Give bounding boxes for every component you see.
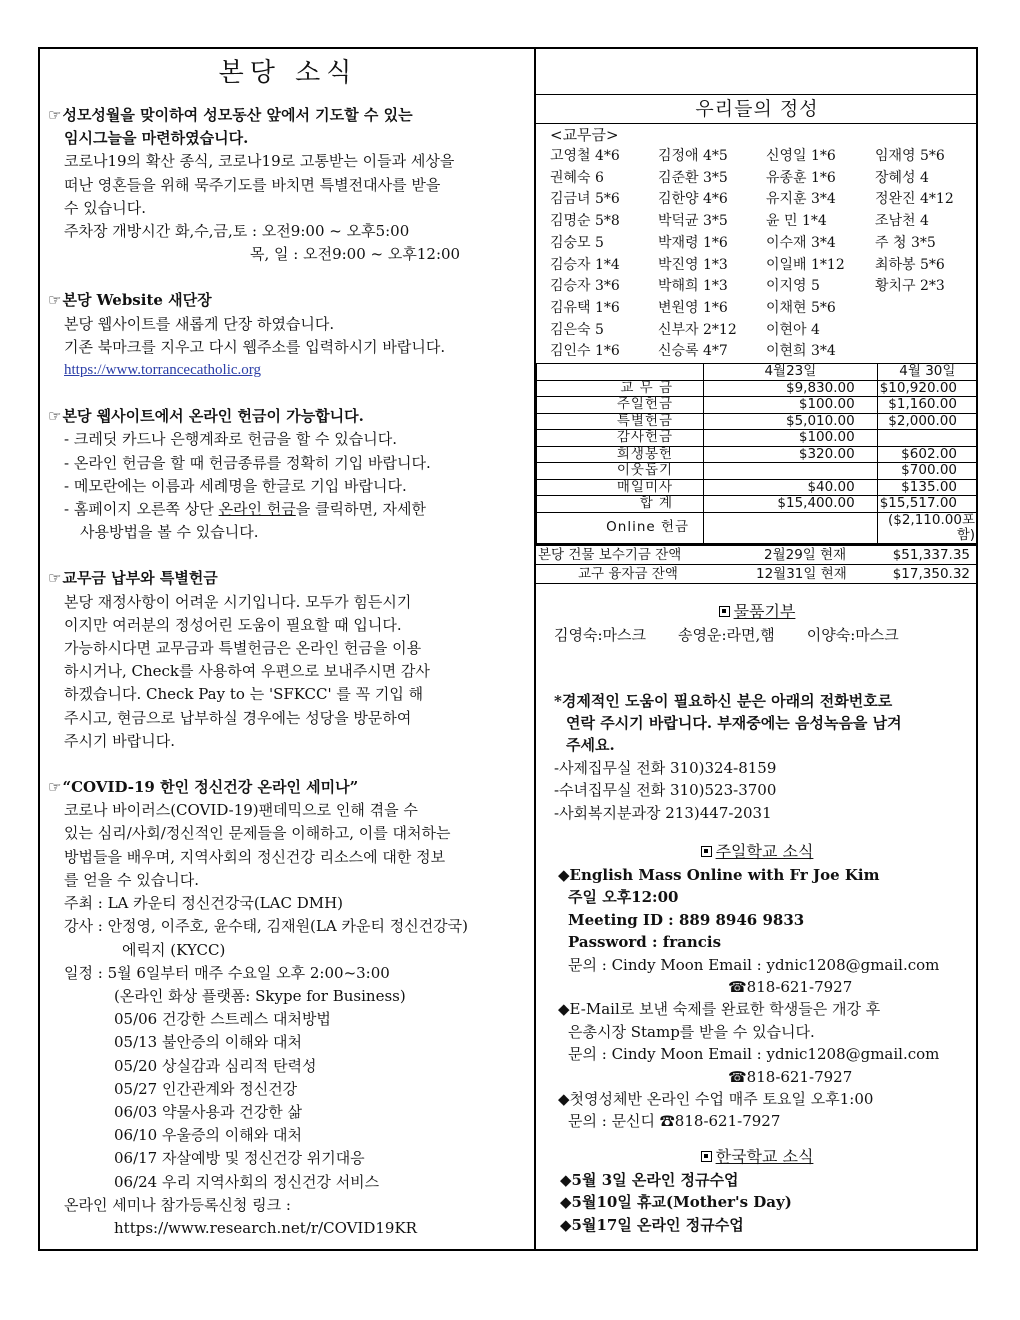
parking-hours: 목, 일 : 오전9:00 ~ 오후12:00 — [250, 245, 461, 264]
meeting-id: Meeting ID : 889 8946 9833 — [568, 910, 805, 929]
text-line: 가능하시다면 교무금과 특별헌금은 온라인 헌금을 이용 — [64, 639, 422, 658]
donor-entry: 윤 민 1*4 — [766, 213, 827, 230]
donor-entry: 이수재 3*4 — [766, 234, 836, 251]
website-link[interactable]: https://www.torrancecatholic.org — [64, 362, 262, 379]
korean-school-section — [536, 1169, 978, 1236]
donor-entry: 권혜숙 6 — [550, 169, 604, 186]
table-row: 이웃돕기 $700.00 — [537, 463, 978, 480]
diamond-bullet-icon: ◆ — [560, 1193, 572, 1212]
donor-entry: 유종훈 1*6 — [766, 169, 836, 186]
phone-line: -사제집무실 전화 310)324-8159 — [554, 758, 777, 777]
section-heading: 교무금 납부와 특별헌금 — [62, 569, 218, 588]
donor-entry: 이현희 3*4 — [766, 343, 836, 360]
contact-line: 문의 : Cindy Moon Email : ydnic1208@gmail.com — [568, 1045, 940, 1064]
registration-link[interactable]: https://www.research.net/r/COVID19KR — [114, 1218, 417, 1237]
list-item: 5월17일 온라인 정규수업 — [571, 1215, 744, 1234]
donor-entry: 신부자 2*12 — [658, 321, 737, 338]
box-bullet-icon — [701, 1151, 712, 1162]
text-line: 수 있습니다. — [64, 198, 146, 217]
pointing-hand-icon: ☞ — [48, 778, 62, 797]
donor-entry: 변원영 1*6 — [658, 299, 728, 316]
balance-row: 본당 건물 보수기금 잔액 2월29일 현재 $51,337.35 — [538, 546, 970, 563]
table-row: 주일헌금 $100.00 $1,160.00 — [537, 397, 978, 414]
gift-item: 이양숙:마스크 — [806, 625, 899, 644]
text-line: 본당 웹사이트를 새롭게 단장 하였습니다. — [64, 314, 335, 333]
offering-title: 우리들의 정성 — [536, 95, 978, 124]
text-line: 하시거나, Check를 사용하여 우편으로 보내주시면 감사 — [64, 662, 430, 681]
text-line: English Mass Online with Fr Joe Kim — [569, 865, 880, 884]
table-header-row — [537, 364, 978, 381]
table-header-cell — [537, 364, 704, 381]
donor-entry: 김정애 4*5 — [658, 148, 728, 164]
session-item: 05/06 건강한 스트레스 대처방법 — [114, 1010, 331, 1029]
diamond-bullet-icon: ◆ — [558, 865, 570, 884]
contact-phone: ☎818-621-7927 — [728, 1067, 853, 1086]
gift-heading: 물품기부 — [536, 600, 978, 624]
contact-phone: ☎818-621-7927 — [728, 978, 853, 996]
left-column — [48, 50, 528, 1240]
list-item: 5월10일 휴교(Mother's Day) — [571, 1193, 792, 1212]
donor-entry — [875, 298, 975, 320]
schedule-line: 일정 : 5월 6일부터 매주 수요일 오후 2:00~3:00 — [64, 963, 390, 982]
contact-line: 문의 : 문신디 ☎818-621-7927 — [568, 1112, 781, 1131]
donor-entry: 박덕균 3*5 — [658, 213, 728, 230]
table-row: 특별헌금 $5,010.00 $2,000.00 — [537, 413, 978, 430]
donor-entry: 김금녀 5*6 — [550, 191, 620, 208]
donor-entry: 김인수 1*6 — [550, 343, 620, 360]
donor-entry: 고영철 4*6 — [550, 148, 620, 164]
contact-line: 문의 : Cindy Moon Email : ydnic1208@gmail.com — [568, 955, 940, 974]
section-heading: 본당 Website 새단장 — [62, 291, 212, 310]
text-line: 첫영성체반 온라인 수업 매주 토요일 오후1:00 — [569, 1090, 874, 1109]
section-heading: 본당 웹사이트에서 온라인 헌금이 가능합니다. — [62, 407, 364, 426]
list-item: - 홈페이지 오른쪽 상단 온라인 헌금을 클릭하면, 자세한 — [64, 500, 427, 519]
donor-subtitle: <교무금> — [550, 126, 619, 144]
session-item: 06/10 우울증의 이해와 대처 — [114, 1126, 302, 1145]
balance-block — [536, 544, 978, 584]
table-header-cell: 4월23일 — [704, 364, 878, 381]
sunday-school-heading: 주일학교 소식 — [536, 840, 978, 864]
text-line: 기존 북마크를 지우고 다시 웹주소를 입력하시기 바랍니다. — [64, 337, 446, 356]
text-line: 본당 재정사항이 어려운 시기입니다. 모두가 힘든시기 — [64, 592, 412, 611]
balance-row: 교구 융자금 잔액 12월31일 현재 $17,350.32 — [536, 564, 978, 583]
gift-item: 송영운:라면,햄 — [678, 625, 775, 644]
donor-entry: 김승자 3*6 — [550, 278, 620, 295]
donor-entry: 신승록 4*7 — [658, 343, 728, 360]
section-heading: “COVID-19 한인 정신건강 온라인 세미나” — [62, 778, 359, 797]
list-item: 5월 3일 온라인 정규수업 — [571, 1170, 739, 1189]
donor-entry: 장혜성 4 — [875, 169, 929, 186]
phone-line: -사회복지분과장 213)447-2031 — [554, 803, 772, 822]
phone-line: -수녀집무실 전화 310)523-3700 — [554, 781, 777, 800]
donor-entry: 김승자 1*4 — [550, 256, 620, 273]
sunday-school-section — [536, 864, 978, 1133]
text-line: 주최 : LA 카운티 정신건강국(LAC DMH) — [64, 894, 344, 913]
text-line: 에릭지 (KYCC) — [122, 940, 226, 959]
online-offering-link[interactable]: 온라인 헌금 — [218, 500, 296, 519]
session-item: 05/13 불안증의 이해와 대처 — [114, 1033, 302, 1052]
box-bullet-icon — [701, 846, 712, 857]
box-bullet-icon — [719, 606, 730, 617]
session-item: 06/17 자살예방 및 정신건강 위기대응 — [114, 1149, 365, 1168]
right-top-blank — [536, 47, 978, 95]
diamond-bullet-icon: ◆ — [558, 1090, 570, 1109]
list-item: - 온라인 헌금을 할 때 헌금종류를 정확히 기입 바랍니다. — [64, 453, 431, 472]
donor-entry: 김유택 1*6 — [550, 299, 620, 316]
donor-grid — [536, 146, 978, 363]
donor-entry: 이현아 4 — [766, 321, 820, 338]
gift-item: 김영숙:마스크 — [554, 625, 646, 644]
donor-entry: 최하봉 5*6 — [875, 256, 945, 273]
meeting-password: Password : francis — [568, 933, 722, 952]
donor-entry: 유지훈 3*4 — [766, 191, 836, 208]
donor-entry: 정완진 4*12 — [875, 191, 954, 208]
donor-entry: 주 청 3*5 — [875, 234, 936, 251]
donor-entry: 박재령 1*6 — [658, 234, 728, 251]
text-line: 떠난 영혼들을 위해 묵주기도를 바치면 특별전대사를 받을 — [64, 175, 441, 194]
section-dues — [48, 567, 528, 753]
text-line: 강사 : 안정영, 이주호, 윤수태, 김재원(LA 카운티 정신건강국) — [64, 917, 469, 936]
platform-line: (온라인 화상 플랫폼: Skype for Business) — [114, 986, 406, 1005]
diamond-bullet-icon: ◆ — [558, 1000, 570, 1019]
table-row: 합 계 $15,400.00 $15,517.00 — [537, 496, 978, 513]
text-line: E-Mail로 보낸 숙제를 완료한 학생들은 개강 후 — [569, 1000, 881, 1019]
diamond-bullet-icon: ◆ — [560, 1215, 572, 1234]
page-title: 본당 소식 — [218, 58, 358, 88]
diamond-bullet-icon: ◆ — [560, 1170, 572, 1189]
donor-entry: 김은숙 5 — [550, 321, 604, 338]
parking-hours: 주차장 개방시간 화,수,금,토 : 오전9:00 ~ 오후5:00 — [64, 222, 410, 241]
section-online-offering — [48, 405, 528, 544]
table-row: 감사헌금 $100.00 — [537, 430, 978, 447]
text-line: 코로나19의 확산 종식, 코로나19로 고통받는 이들과 세상을 — [64, 152, 455, 171]
help-text: 주세요. — [566, 736, 615, 755]
donor-entry: 이일배 1*12 — [766, 256, 845, 273]
korean-school-heading: 한국학교 소식 — [536, 1145, 978, 1169]
table-row: 매일미사 $40.00 $135.00 — [537, 479, 978, 496]
donor-entry: 박진영 1*3 — [658, 256, 728, 273]
table-row: 희생봉헌 $320.00 $602.00 — [537, 446, 978, 463]
donor-entry: 김준환 3*5 — [658, 169, 728, 186]
text-line: 방법들을 배우며, 지역사회의 정신건강 리소스에 대한 정보 — [64, 847, 446, 866]
pointing-hand-icon: ☞ — [48, 569, 62, 588]
gift-list — [536, 624, 978, 646]
help-text: 연락 주시기 바랍니다. 부재중에는 음성녹음을 남겨 — [566, 713, 902, 732]
donor-entry: 이채현 5*6 — [766, 299, 836, 316]
section-heading: 성모성월을 맞이하여 성모동산 앞에서 기도할 수 있는 — [62, 106, 413, 124]
section-covid-seminar — [48, 776, 528, 1240]
donor-entry: 김한양 4*6 — [658, 191, 728, 208]
text-line: 를 얻을 수 있습니다. — [64, 870, 199, 889]
table-row: 교 무 금 $9,830.00 $10,920.00 — [537, 380, 978, 397]
help-section — [536, 690, 978, 824]
donor-entry: 김명순 5*8 — [550, 213, 620, 230]
text-line: 은총시장 Stamp를 받을 수 있습니다. — [568, 1022, 815, 1041]
registration-label: 온라인 세미나 참가등록신청 링크 : — [64, 1195, 291, 1214]
pointing-hand-icon: ☞ — [48, 407, 62, 426]
text-line: 코로나 바이러스(COVID-19)팬데믹으로 인해 겪을 수 — [64, 801, 418, 820]
donor-entry: 황치구 2*3 — [875, 278, 945, 295]
text-line: 주시고, 현금으로 납부하실 경우에는 성당을 방문하여 — [64, 708, 412, 727]
donor-entry: 조남천 4 — [875, 213, 929, 230]
donor-entry: 박해희 1*3 — [658, 278, 728, 295]
help-text: *경제적인 도움이 필요하신 분은 아래의 전화번호로 — [554, 691, 893, 710]
section-heading-cont: 임시그늘을 마련하였습니다. — [64, 129, 249, 148]
list-item: - 메모란에는 이름과 세례명을 한글로 기입 바랍니다. — [64, 476, 407, 495]
text-line: 주일 오후12:00 — [568, 888, 679, 907]
donor-entry: 김숭모 5 — [550, 234, 604, 251]
donor-entry — [875, 320, 975, 342]
section-website — [48, 289, 528, 382]
text-line: 하겠습니다. Check Pay to 는 'SFKCC' 를 꼭 기입 해 — [64, 685, 424, 704]
finance-table — [536, 363, 978, 544]
table-row: Online 헌금 ($2,110.00포함) — [537, 512, 978, 543]
session-item: 05/27 인간관계와 정신건강 — [114, 1079, 298, 1098]
text-line: 이지만 여러분의 정성어린 도움이 필요할 때 입니다. — [64, 615, 402, 634]
text-line: 주시기 바랍니다. — [64, 731, 175, 750]
section-mary-month — [48, 104, 528, 266]
text-line: 있는 심리/사회/정신적인 문제들을 이해하고, 이를 대처하는 — [64, 824, 451, 843]
table-header-cell: 4월 30일 — [877, 364, 977, 381]
session-item: 06/24 우리 지역사회의 정신건강 서비스 — [114, 1172, 380, 1191]
session-item: 05/20 상실감과 심리적 탄력성 — [114, 1056, 317, 1075]
donor-entry: 임재영 5*6 — [875, 148, 945, 164]
list-item: - 크레딧 카드나 은행계좌로 헌금을 할 수 있습니다. — [64, 430, 398, 449]
donor-entry: 신영일 1*6 — [766, 148, 836, 164]
list-item-cont: 사용방법을 볼 수 있습니다. — [80, 523, 259, 542]
pointing-hand-icon: ☞ — [48, 291, 62, 310]
pointing-hand-icon: ☞ — [48, 106, 62, 124]
session-item: 06/03 약물사용과 건강한 삶 — [114, 1102, 302, 1121]
right-column — [536, 47, 978, 1236]
donor-entry — [875, 341, 975, 363]
donor-entry: 이지영 5 — [766, 278, 820, 295]
